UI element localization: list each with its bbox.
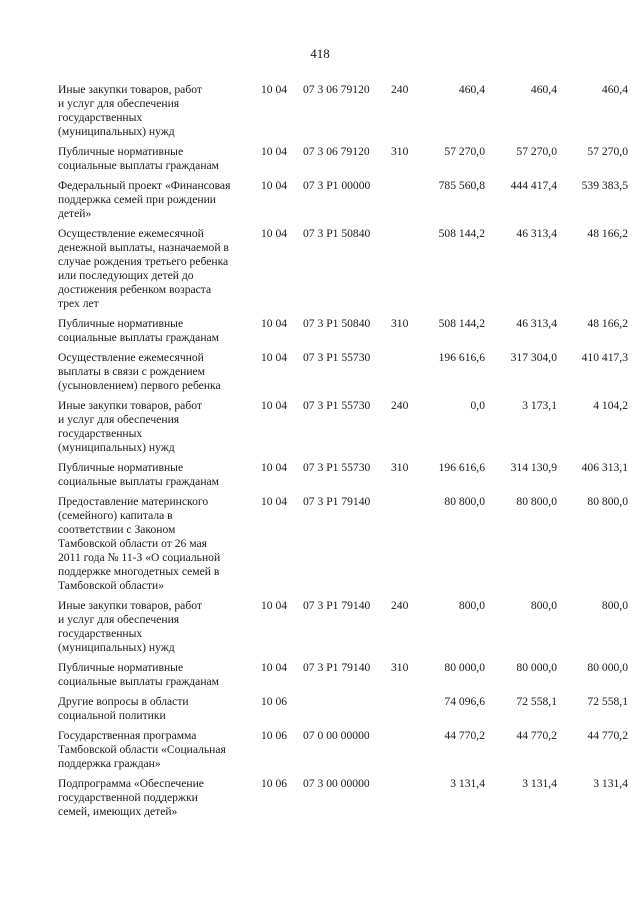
amount-year-1: 57 270,0 bbox=[444, 145, 485, 158]
amount-year-1: 74 096,6 bbox=[444, 695, 485, 708]
amount-year-3: 80 000,0 bbox=[587, 661, 628, 674]
expense-type-code: 310 bbox=[391, 317, 409, 330]
amount-year-1: 508 144,2 bbox=[438, 227, 485, 240]
expense-type-code: 310 bbox=[391, 461, 409, 474]
table-row bbox=[58, 729, 628, 771]
amount-year-1: 196 616,6 bbox=[438, 351, 485, 364]
section-code: 10 06 bbox=[261, 695, 288, 708]
amount-year-3: 800,0 bbox=[601, 599, 628, 612]
table-row bbox=[58, 695, 628, 723]
amount-year-2: 46 313,4 bbox=[516, 227, 557, 240]
table-row bbox=[58, 777, 628, 819]
amount-year-2: 317 304,0 bbox=[510, 351, 557, 364]
section-code: 10 06 bbox=[261, 777, 288, 790]
target-article-code: 07 0 00 00000 bbox=[303, 729, 370, 742]
amount-year-2: 57 270,0 bbox=[516, 145, 557, 158]
target-article-code: 07 3 P1 79140 bbox=[303, 495, 371, 508]
amount-year-3: 460,4 bbox=[601, 83, 628, 96]
section-code: 10 04 bbox=[261, 599, 288, 612]
amount-year-1: 460,4 bbox=[458, 83, 485, 96]
amount-year-2: 314 130,9 bbox=[510, 461, 557, 474]
amount-year-3: 57 270,0 bbox=[587, 145, 628, 158]
table-row bbox=[58, 179, 628, 221]
expense-type-code: 240 bbox=[391, 83, 409, 96]
table-row bbox=[58, 461, 628, 489]
amount-year-2: 3 131,4 bbox=[522, 777, 557, 790]
table-row bbox=[58, 599, 628, 655]
table-row bbox=[58, 495, 628, 593]
amount-year-2: 80 800,0 bbox=[516, 495, 557, 508]
section-code: 10 04 bbox=[261, 227, 288, 240]
amount-year-1: 80 800,0 bbox=[444, 495, 485, 508]
table-row bbox=[58, 145, 628, 173]
amount-year-1: 0,0 bbox=[470, 399, 485, 412]
row-name: Иные закупки товаров, работ и услуг для обеспечения государственных (муниципальных) нужд bbox=[58, 599, 202, 654]
target-article-code: 07 3 P1 79140 bbox=[303, 661, 371, 674]
amount-year-2: 3 173,1 bbox=[522, 399, 557, 412]
table-row bbox=[58, 399, 628, 455]
target-article-code: 07 3 P1 55730 bbox=[303, 399, 371, 412]
target-article-code: 07 3 00 00000 bbox=[303, 777, 370, 790]
amount-year-1: 508 144,2 bbox=[438, 317, 485, 330]
target-article-code: 07 3 06 79120 bbox=[303, 145, 370, 158]
row-name: Публичные нормативные социальные выплаты гражданам bbox=[58, 317, 220, 344]
amount-year-3: 3 131,4 bbox=[593, 777, 628, 790]
target-article-code: 07 3 P1 55730 bbox=[303, 351, 371, 364]
amount-year-3: 406 313,1 bbox=[581, 461, 628, 474]
section-code: 10 06 bbox=[261, 729, 288, 742]
expense-type-code: 310 bbox=[391, 661, 409, 674]
row-name: Иные закупки товаров, работ и услуг для обеспечения государственных (муниципальных) нужд bbox=[58, 399, 202, 454]
target-article-code: 07 3 P1 79140 bbox=[303, 599, 371, 612]
table-row bbox=[58, 227, 628, 311]
row-name: Иные закупки товаров, работ и услуг для обеспечения государственных (муниципальных) нужд bbox=[58, 83, 202, 138]
page-number: 418 bbox=[310, 46, 330, 61]
target-article-code: 07 3 P1 00000 bbox=[303, 179, 371, 192]
row-name: Государственная программа Тамбовской области «Социальная поддержка граждан» bbox=[58, 729, 226, 770]
amount-year-2: 444 417,4 bbox=[510, 179, 557, 192]
amount-year-2: 72 558,1 bbox=[516, 695, 557, 708]
row-name: Публичные нормативные социальные выплаты гражданам bbox=[58, 661, 220, 688]
amount-year-2: 46 313,4 bbox=[516, 317, 557, 330]
expense-type-code: 310 bbox=[391, 145, 409, 158]
section-code: 10 04 bbox=[261, 145, 288, 158]
row-name: Осуществление ежемесячной выплаты в связи с рождением (усыновлением) первого ребенка bbox=[58, 351, 221, 392]
section-code: 10 04 bbox=[261, 461, 288, 474]
section-code: 10 04 bbox=[261, 179, 288, 192]
target-article-code: 07 3 06 79120 bbox=[303, 83, 370, 96]
table-row bbox=[58, 83, 628, 139]
amount-year-3: 4 104,2 bbox=[593, 399, 628, 412]
target-article-code: 07 3 P1 50840 bbox=[303, 317, 371, 330]
amount-year-1: 80 000,0 bbox=[444, 661, 485, 674]
table-row bbox=[58, 351, 628, 393]
row-name: Осуществление ежемесячной денежной выплаты, назначаемой в случае рождения третьего ребенка или последующих детей до достижения ребенком возраста трех лет bbox=[58, 227, 229, 310]
amount-year-3: 48 166,2 bbox=[587, 227, 628, 240]
amount-year-3: 410 417,3 bbox=[581, 351, 628, 364]
target-article-code: 07 3 P1 55730 bbox=[303, 461, 371, 474]
section-code: 10 04 bbox=[261, 83, 288, 96]
row-name: Публичные нормативные социальные выплаты гражданам bbox=[58, 145, 220, 172]
amount-year-2: 460,4 bbox=[530, 83, 557, 96]
row-name: Публичные нормативные социальные выплаты гражданам bbox=[58, 461, 220, 488]
amount-year-1: 3 131,4 bbox=[450, 777, 485, 790]
row-name: Предоставление материнского (семейного) капитала в соответствии с Законом Тамбовской области от 26 мая 2011 года № 11-З «О социальной поддержке многодетных семей в Тамбовской области» bbox=[58, 495, 221, 592]
amount-year-2: 80 000,0 bbox=[516, 661, 557, 674]
section-code: 10 04 bbox=[261, 351, 288, 364]
amount-year-1: 44 770,2 bbox=[444, 729, 485, 742]
amount-year-3: 48 166,2 bbox=[587, 317, 628, 330]
row-name: Подпрограмма «Обеспечение государственной поддержки семей, имеющих детей» bbox=[58, 777, 204, 818]
section-code: 10 04 bbox=[261, 317, 288, 330]
table-row bbox=[58, 661, 628, 689]
amount-year-3: 72 558,1 bbox=[587, 695, 628, 708]
amount-year-3: 539 383,5 bbox=[581, 179, 628, 192]
section-code: 10 04 bbox=[261, 399, 288, 412]
row-name: Федеральный проект «Финансовая поддержка семей при рождении детей» bbox=[58, 179, 231, 220]
amount-year-2: 44 770,2 bbox=[516, 729, 557, 742]
amount-year-1: 800,0 bbox=[458, 599, 485, 612]
table-row bbox=[58, 317, 628, 345]
expense-type-code: 240 bbox=[391, 599, 409, 612]
amount-year-1: 785 560,8 bbox=[438, 179, 485, 192]
amount-year-1: 196 616,6 bbox=[438, 461, 485, 474]
section-code: 10 04 bbox=[261, 495, 288, 508]
section-code: 10 04 bbox=[261, 661, 288, 674]
amount-year-3: 80 800,0 bbox=[587, 495, 628, 508]
target-article-code: 07 3 P1 50840 bbox=[303, 227, 371, 240]
row-name: Другие вопросы в области социальной политики bbox=[58, 695, 189, 722]
expense-type-code: 240 bbox=[391, 399, 409, 412]
budget-table bbox=[58, 83, 628, 825]
amount-year-2: 800,0 bbox=[530, 599, 557, 612]
amount-year-3: 44 770,2 bbox=[587, 729, 628, 742]
